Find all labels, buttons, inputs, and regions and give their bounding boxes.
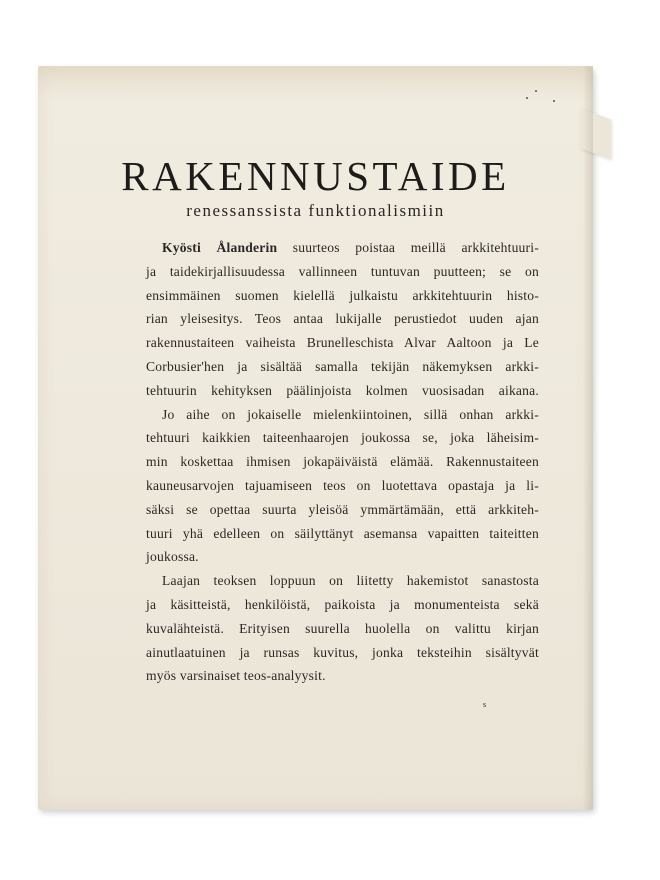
blurb-paragraph-3 [146, 569, 539, 688]
printer-mark: s [483, 700, 487, 709]
text-line: ensimmäinen suomen kielellä julkaistu arkkitehtuurin histo- [146, 287, 539, 303]
text-span: suurteos poistaa meillä arkkitehtuuri- [277, 240, 539, 255]
cover-subtitle: renessanssista funktionalismiin [186, 201, 445, 220]
text-line: rakennustaiteen vaiheista Brunelleschista Alvar Aaltoon ja Le [146, 335, 539, 351]
text-line: kuvalähteistä. Erityisen suurella huolella on valittu kirjan [146, 620, 539, 636]
text-line: ja käsitteistä, henkilöistä, paikoista ja monumenteista sekä [146, 596, 539, 612]
book-back-cover [38, 66, 593, 810]
text-line: tehtuuri kaikkien taiteenhaarojen joukossa se, joka läheisim- [146, 430, 539, 446]
author-name: Kyösti Ålanderin [162, 240, 278, 255]
text-line: joukossa. [146, 549, 199, 565]
text-line: ja taidekirjallisuudessa vallinneen tuntuvan puutteen; se on [146, 263, 539, 279]
text-line: kauneusarvojen tajuamiseen teos on luotettava opastaja ja li- [146, 477, 539, 493]
blurb-text [146, 236, 539, 688]
paper-speck [553, 100, 555, 102]
text-line: tehtuurin kehityksen päälinjoista kolmen vuosisadan aikana. [146, 382, 539, 398]
text-line: Corbusier'hen ja sisältää samalla tekijän näkemyksen arkki- [146, 358, 539, 374]
text-line: min koskettaa ihmisen jokapäiväistä elämää. Rakennustaiteen [146, 454, 539, 470]
text-line: Jo aihe on jokaiselle mielenkiintoinen, sillä onhan arkki- [162, 406, 539, 422]
text-line: tuuri yhä edelleen on säilyttänyt asemansa vapaitten taiteitten [146, 525, 539, 541]
paper-speck [535, 90, 537, 92]
text-line: ainutlaatuinen ja runsas kuvitus, jonka teksteihin sisältyvät [146, 644, 539, 660]
paper-speck [526, 97, 528, 99]
blurb-paragraph-2 [146, 403, 539, 570]
text-line [146, 236, 539, 260]
text-line: Laajan teoksen loppuun on liitetty hakemistot sanastosta [162, 573, 539, 589]
blurb-paragraph-1 [146, 236, 539, 403]
text-line: myös varsinaiset teos-analyysit. [146, 668, 326, 684]
text-line: säksi se opettaa suurta yleisöä ymmärtämään, että arkkiteh- [146, 501, 539, 517]
cover-title: RAKENNUSTAIDE [121, 153, 510, 199]
text-line: rian yleisesitys. Teos antaa lukijalle perustiedot uuden ajan [146, 311, 539, 327]
